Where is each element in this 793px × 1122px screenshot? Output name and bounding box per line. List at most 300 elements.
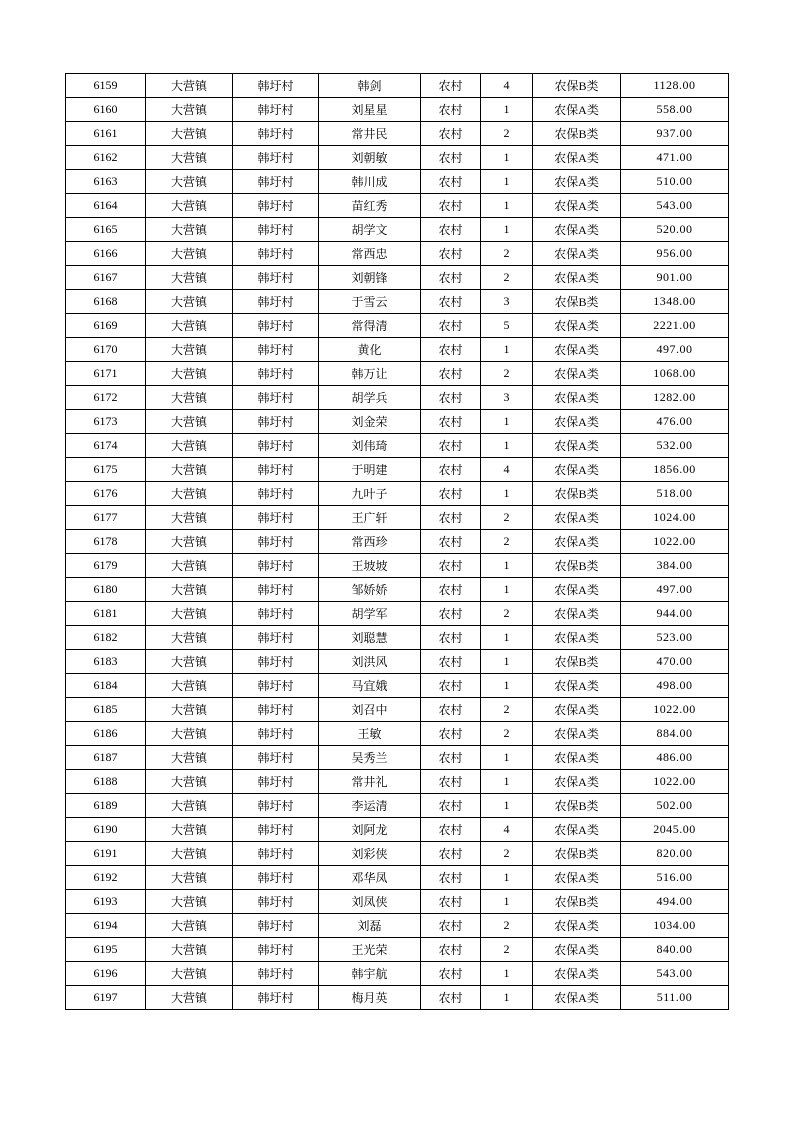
cell-village: 韩圩村 <box>233 602 319 626</box>
cell-household-count: 2 <box>481 602 533 626</box>
cell-name: 刘金荣 <box>319 410 421 434</box>
cell-insurance-category: 农保A类 <box>533 818 621 842</box>
table-row <box>66 938 729 962</box>
table-row <box>66 98 729 122</box>
table-row <box>66 890 729 914</box>
cell-insurance-category: 农保A类 <box>533 242 621 266</box>
cell-amount: 543.00 <box>621 194 729 218</box>
cell-id: 6163 <box>66 170 146 194</box>
cell-insurance-category: 农保A类 <box>533 770 621 794</box>
cell-id: 6192 <box>66 866 146 890</box>
cell-id: 6196 <box>66 962 146 986</box>
cell-amount: 840.00 <box>621 938 729 962</box>
table-row <box>66 122 729 146</box>
cell-insurance-category: 农保A类 <box>533 194 621 218</box>
cell-town: 大营镇 <box>146 530 233 554</box>
cell-id: 6176 <box>66 482 146 506</box>
cell-amount: 937.00 <box>621 122 729 146</box>
cell-residence-type: 农村 <box>421 98 481 122</box>
cell-village: 韩圩村 <box>233 218 319 242</box>
cell-residence-type: 农村 <box>421 746 481 770</box>
table-row <box>66 458 729 482</box>
cell-residence-type: 农村 <box>421 578 481 602</box>
table-row <box>66 770 729 794</box>
cell-insurance-category: 农保A类 <box>533 698 621 722</box>
cell-amount: 1022.00 <box>621 770 729 794</box>
cell-id: 6181 <box>66 602 146 626</box>
cell-village: 韩圩村 <box>233 746 319 770</box>
table-row <box>66 698 729 722</box>
cell-name: 刘朝敏 <box>319 146 421 170</box>
cell-amount: 532.00 <box>621 434 729 458</box>
cell-name: 邓华凤 <box>319 866 421 890</box>
cell-household-count: 1 <box>481 962 533 986</box>
cell-village: 韩圩村 <box>233 842 319 866</box>
cell-residence-type: 农村 <box>421 314 481 338</box>
cell-id: 6169 <box>66 314 146 338</box>
cell-insurance-category: 农保A类 <box>533 362 621 386</box>
cell-household-count: 3 <box>481 290 533 314</box>
cell-amount: 520.00 <box>621 218 729 242</box>
cell-residence-type: 农村 <box>421 362 481 386</box>
cell-amount: 471.00 <box>621 146 729 170</box>
cell-village: 韩圩村 <box>233 242 319 266</box>
cell-village: 韩圩村 <box>233 146 319 170</box>
cell-residence-type: 农村 <box>421 818 481 842</box>
cell-amount: 497.00 <box>621 338 729 362</box>
table-row <box>66 842 729 866</box>
table-row <box>66 242 729 266</box>
cell-id: 6187 <box>66 746 146 770</box>
cell-household-count: 1 <box>481 170 533 194</box>
cell-town: 大营镇 <box>146 818 233 842</box>
cell-amount: 2045.00 <box>621 818 729 842</box>
cell-insurance-category: 农保B类 <box>533 554 621 578</box>
cell-household-count: 1 <box>481 194 533 218</box>
cell-household-count: 4 <box>481 458 533 482</box>
cell-residence-type: 农村 <box>421 986 481 1010</box>
cell-name: 黄化 <box>319 338 421 362</box>
cell-name: 常西珍 <box>319 530 421 554</box>
cell-residence-type: 农村 <box>421 530 481 554</box>
cell-household-count: 1 <box>481 650 533 674</box>
cell-residence-type: 农村 <box>421 722 481 746</box>
cell-village: 韩圩村 <box>233 98 319 122</box>
cell-village: 韩圩村 <box>233 794 319 818</box>
cell-household-count: 1 <box>481 626 533 650</box>
cell-household-count: 2 <box>481 722 533 746</box>
cell-insurance-category: 农保B类 <box>533 482 621 506</box>
cell-id: 6167 <box>66 266 146 290</box>
cell-village: 韩圩村 <box>233 818 319 842</box>
cell-household-count: 2 <box>481 242 533 266</box>
cell-town: 大营镇 <box>146 722 233 746</box>
cell-town: 大营镇 <box>146 242 233 266</box>
cell-residence-type: 农村 <box>421 218 481 242</box>
cell-village: 韩圩村 <box>233 290 319 314</box>
cell-amount: 1024.00 <box>621 506 729 530</box>
table-row <box>66 482 729 506</box>
cell-town: 大营镇 <box>146 842 233 866</box>
cell-id: 6185 <box>66 698 146 722</box>
cell-village: 韩圩村 <box>233 458 319 482</box>
table-row <box>66 410 729 434</box>
beneficiary-table <box>65 73 729 1010</box>
cell-insurance-category: 农保A类 <box>533 914 621 938</box>
cell-town: 大营镇 <box>146 962 233 986</box>
cell-insurance-category: 农保A类 <box>533 866 621 890</box>
cell-name: 常得清 <box>319 314 421 338</box>
cell-insurance-category: 农保A类 <box>533 506 621 530</box>
cell-residence-type: 农村 <box>421 410 481 434</box>
cell-insurance-category: 农保A类 <box>533 938 621 962</box>
cell-name: 刘召中 <box>319 698 421 722</box>
cell-name: 常井礼 <box>319 770 421 794</box>
cell-household-count: 3 <box>481 386 533 410</box>
cell-insurance-category: 农保A类 <box>533 338 621 362</box>
cell-town: 大营镇 <box>146 986 233 1010</box>
cell-name: 吴秀兰 <box>319 746 421 770</box>
cell-id: 6165 <box>66 218 146 242</box>
cell-residence-type: 农村 <box>421 458 481 482</box>
cell-id: 6171 <box>66 362 146 386</box>
cell-residence-type: 农村 <box>421 650 481 674</box>
cell-village: 韩圩村 <box>233 626 319 650</box>
cell-village: 韩圩村 <box>233 986 319 1010</box>
table-row <box>66 794 729 818</box>
cell-insurance-category: 农保B类 <box>533 122 621 146</box>
cell-village: 韩圩村 <box>233 338 319 362</box>
cell-id: 6179 <box>66 554 146 578</box>
cell-household-count: 2 <box>481 842 533 866</box>
cell-amount: 1128.00 <box>621 74 729 98</box>
cell-amount: 510.00 <box>621 170 729 194</box>
cell-id: 6170 <box>66 338 146 362</box>
cell-name: 于明建 <box>319 458 421 482</box>
cell-town: 大营镇 <box>146 410 233 434</box>
cell-residence-type: 农村 <box>421 122 481 146</box>
cell-name: 刘洪风 <box>319 650 421 674</box>
cell-residence-type: 农村 <box>421 290 481 314</box>
cell-insurance-category: 农保A类 <box>533 410 621 434</box>
table-row <box>66 362 729 386</box>
cell-name: 刘星星 <box>319 98 421 122</box>
cell-amount: 884.00 <box>621 722 729 746</box>
cell-name: 韩万让 <box>319 362 421 386</box>
cell-amount: 944.00 <box>621 602 729 626</box>
table-row <box>66 866 729 890</box>
cell-town: 大营镇 <box>146 794 233 818</box>
cell-household-count: 1 <box>481 890 533 914</box>
cell-amount: 523.00 <box>621 626 729 650</box>
cell-id: 6160 <box>66 98 146 122</box>
cell-village: 韩圩村 <box>233 914 319 938</box>
cell-village: 韩圩村 <box>233 386 319 410</box>
cell-id: 6194 <box>66 914 146 938</box>
cell-name: 李运清 <box>319 794 421 818</box>
cell-town: 大营镇 <box>146 386 233 410</box>
cell-town: 大营镇 <box>146 866 233 890</box>
cell-village: 韩圩村 <box>233 506 319 530</box>
cell-insurance-category: 农保A类 <box>533 674 621 698</box>
table-row <box>66 266 729 290</box>
cell-household-count: 1 <box>481 866 533 890</box>
cell-residence-type: 农村 <box>421 914 481 938</box>
cell-name: 于雪云 <box>319 290 421 314</box>
cell-insurance-category: 农保A类 <box>533 170 621 194</box>
cell-household-count: 2 <box>481 362 533 386</box>
cell-name: 刘凤侠 <box>319 890 421 914</box>
table-row <box>66 74 729 98</box>
cell-insurance-category: 农保A类 <box>533 458 621 482</box>
cell-residence-type: 农村 <box>421 770 481 794</box>
cell-village: 韩圩村 <box>233 554 319 578</box>
cell-town: 大营镇 <box>146 890 233 914</box>
cell-amount: 2221.00 <box>621 314 729 338</box>
cell-village: 韩圩村 <box>233 674 319 698</box>
cell-village: 韩圩村 <box>233 170 319 194</box>
cell-town: 大营镇 <box>146 362 233 386</box>
cell-village: 韩圩村 <box>233 314 319 338</box>
cell-name: 胡学兵 <box>319 386 421 410</box>
cell-residence-type: 农村 <box>421 194 481 218</box>
cell-town: 大营镇 <box>146 122 233 146</box>
cell-name: 王光荣 <box>319 938 421 962</box>
cell-village: 韩圩村 <box>233 770 319 794</box>
cell-amount: 956.00 <box>621 242 729 266</box>
cell-village: 韩圩村 <box>233 194 319 218</box>
cell-household-count: 2 <box>481 938 533 962</box>
cell-town: 大营镇 <box>146 602 233 626</box>
cell-id: 6175 <box>66 458 146 482</box>
cell-id: 6159 <box>66 74 146 98</box>
cell-village: 韩圩村 <box>233 482 319 506</box>
cell-amount: 1282.00 <box>621 386 729 410</box>
cell-id: 6177 <box>66 506 146 530</box>
cell-name: 刘磊 <box>319 914 421 938</box>
cell-town: 大营镇 <box>146 746 233 770</box>
cell-name: 马宜娥 <box>319 674 421 698</box>
cell-household-count: 1 <box>481 746 533 770</box>
cell-village: 韩圩村 <box>233 866 319 890</box>
cell-town: 大营镇 <box>146 170 233 194</box>
cell-name: 刘阿龙 <box>319 818 421 842</box>
cell-residence-type: 农村 <box>421 554 481 578</box>
table-row <box>66 170 729 194</box>
cell-id: 6172 <box>66 386 146 410</box>
cell-insurance-category: 农保B类 <box>533 890 621 914</box>
cell-insurance-category: 农保A类 <box>533 434 621 458</box>
cell-town: 大营镇 <box>146 338 233 362</box>
cell-household-count: 1 <box>481 482 533 506</box>
cell-amount: 1348.00 <box>621 290 729 314</box>
table-row <box>66 146 729 170</box>
cell-town: 大营镇 <box>146 914 233 938</box>
cell-town: 大营镇 <box>146 698 233 722</box>
cell-residence-type: 农村 <box>421 266 481 290</box>
cell-amount: 511.00 <box>621 986 729 1010</box>
cell-town: 大营镇 <box>146 578 233 602</box>
cell-household-count: 1 <box>481 578 533 602</box>
cell-insurance-category: 农保A类 <box>533 146 621 170</box>
cell-insurance-category: 农保B类 <box>533 794 621 818</box>
table-row <box>66 722 729 746</box>
cell-town: 大营镇 <box>146 770 233 794</box>
cell-insurance-category: 农保B类 <box>533 650 621 674</box>
cell-id: 6174 <box>66 434 146 458</box>
cell-id: 6195 <box>66 938 146 962</box>
table-row <box>66 746 729 770</box>
cell-amount: 820.00 <box>621 842 729 866</box>
cell-amount: 498.00 <box>621 674 729 698</box>
cell-village: 韩圩村 <box>233 434 319 458</box>
cell-residence-type: 农村 <box>421 698 481 722</box>
table-row <box>66 386 729 410</box>
cell-name: 王坡坡 <box>319 554 421 578</box>
cell-name: 韩宇航 <box>319 962 421 986</box>
cell-household-count: 2 <box>481 530 533 554</box>
cell-town: 大营镇 <box>146 74 233 98</box>
cell-household-count: 1 <box>481 770 533 794</box>
cell-amount: 486.00 <box>621 746 729 770</box>
cell-village: 韩圩村 <box>233 362 319 386</box>
cell-name: 苗红秀 <box>319 194 421 218</box>
cell-id: 6164 <box>66 194 146 218</box>
cell-town: 大营镇 <box>146 434 233 458</box>
cell-town: 大营镇 <box>146 146 233 170</box>
cell-insurance-category: 农保A类 <box>533 530 621 554</box>
table-row <box>66 194 729 218</box>
cell-id: 6161 <box>66 122 146 146</box>
cell-town: 大营镇 <box>146 314 233 338</box>
cell-name: 韩川成 <box>319 170 421 194</box>
cell-name: 王敏 <box>319 722 421 746</box>
cell-village: 韩圩村 <box>233 938 319 962</box>
cell-insurance-category: 农保A类 <box>533 722 621 746</box>
cell-town: 大营镇 <box>146 218 233 242</box>
cell-amount: 1022.00 <box>621 698 729 722</box>
cell-residence-type: 农村 <box>421 434 481 458</box>
cell-residence-type: 农村 <box>421 146 481 170</box>
table-row <box>66 914 729 938</box>
cell-id: 6191 <box>66 842 146 866</box>
cell-amount: 470.00 <box>621 650 729 674</box>
cell-id: 6189 <box>66 794 146 818</box>
cell-household-count: 2 <box>481 698 533 722</box>
cell-id: 6168 <box>66 290 146 314</box>
table-row <box>66 626 729 650</box>
cell-id: 6178 <box>66 530 146 554</box>
table-row <box>66 218 729 242</box>
cell-household-count: 1 <box>481 218 533 242</box>
cell-household-count: 1 <box>481 146 533 170</box>
table-row <box>66 434 729 458</box>
cell-name: 邹娇娇 <box>319 578 421 602</box>
table-row <box>66 578 729 602</box>
cell-residence-type: 农村 <box>421 794 481 818</box>
cell-insurance-category: 农保B类 <box>533 74 621 98</box>
cell-insurance-category: 农保A类 <box>533 314 621 338</box>
cell-village: 韩圩村 <box>233 530 319 554</box>
table-row <box>66 962 729 986</box>
cell-town: 大营镇 <box>146 674 233 698</box>
cell-household-count: 1 <box>481 674 533 698</box>
cell-town: 大营镇 <box>146 650 233 674</box>
cell-amount: 384.00 <box>621 554 729 578</box>
cell-town: 大营镇 <box>146 626 233 650</box>
cell-name: 刘聪慧 <box>319 626 421 650</box>
table-row <box>66 338 729 362</box>
cell-insurance-category: 农保B类 <box>533 842 621 866</box>
cell-insurance-category: 农保A类 <box>533 602 621 626</box>
cell-village: 韩圩村 <box>233 266 319 290</box>
cell-residence-type: 农村 <box>421 242 481 266</box>
cell-id: 6183 <box>66 650 146 674</box>
cell-household-count: 1 <box>481 434 533 458</box>
cell-residence-type: 农村 <box>421 170 481 194</box>
table-row <box>66 674 729 698</box>
cell-household-count: 1 <box>481 554 533 578</box>
cell-residence-type: 农村 <box>421 602 481 626</box>
cell-insurance-category: 农保A类 <box>533 386 621 410</box>
cell-insurance-category: 农保A类 <box>533 986 621 1010</box>
cell-household-count: 2 <box>481 914 533 938</box>
table-row <box>66 530 729 554</box>
cell-amount: 518.00 <box>621 482 729 506</box>
cell-household-count: 2 <box>481 266 533 290</box>
cell-amount: 558.00 <box>621 98 729 122</box>
cell-id: 6190 <box>66 818 146 842</box>
cell-household-count: 5 <box>481 314 533 338</box>
cell-id: 6184 <box>66 674 146 698</box>
cell-village: 韩圩村 <box>233 962 319 986</box>
cell-village: 韩圩村 <box>233 74 319 98</box>
cell-town: 大营镇 <box>146 482 233 506</box>
cell-amount: 1856.00 <box>621 458 729 482</box>
cell-household-count: 1 <box>481 338 533 362</box>
cell-residence-type: 农村 <box>421 626 481 650</box>
cell-town: 大营镇 <box>146 506 233 530</box>
cell-village: 韩圩村 <box>233 890 319 914</box>
cell-name: 常井民 <box>319 122 421 146</box>
cell-household-count: 1 <box>481 410 533 434</box>
table-row <box>66 986 729 1010</box>
cell-amount: 543.00 <box>621 962 729 986</box>
cell-name: 常西忠 <box>319 242 421 266</box>
cell-village: 韩圩村 <box>233 578 319 602</box>
cell-household-count: 2 <box>481 122 533 146</box>
cell-town: 大营镇 <box>146 554 233 578</box>
cell-id: 6182 <box>66 626 146 650</box>
cell-amount: 516.00 <box>621 866 729 890</box>
cell-town: 大营镇 <box>146 194 233 218</box>
cell-amount: 1034.00 <box>621 914 729 938</box>
cell-amount: 1022.00 <box>621 530 729 554</box>
cell-amount: 502.00 <box>621 794 729 818</box>
cell-village: 韩圩村 <box>233 122 319 146</box>
table-row <box>66 314 729 338</box>
cell-id: 6188 <box>66 770 146 794</box>
cell-id: 6197 <box>66 986 146 1010</box>
cell-household-count: 1 <box>481 986 533 1010</box>
cell-village: 韩圩村 <box>233 698 319 722</box>
cell-insurance-category: 农保A类 <box>533 98 621 122</box>
cell-household-count: 1 <box>481 794 533 818</box>
cell-id: 6186 <box>66 722 146 746</box>
cell-id: 6173 <box>66 410 146 434</box>
cell-village: 韩圩村 <box>233 722 319 746</box>
cell-insurance-category: 农保A类 <box>533 746 621 770</box>
